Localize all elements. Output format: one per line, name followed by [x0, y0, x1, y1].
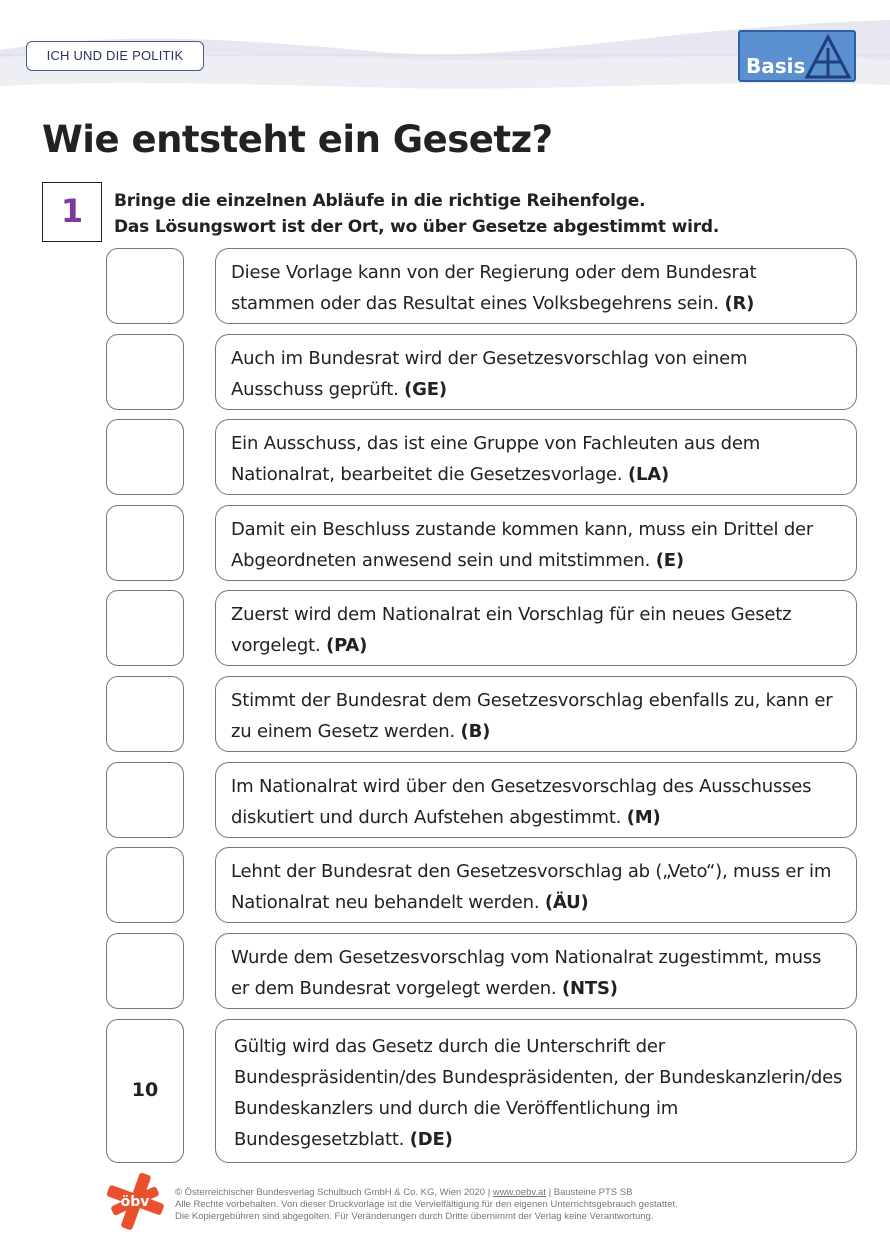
- solution-letters: (NTS): [561, 978, 618, 999]
- solution-letters: (R): [724, 293, 755, 314]
- footer-line-2: Alle Rechte vorbehalten. Von dieser Druckvorlage ist die Vervielfältigung für den eigenen Unterrichtsgebrauch gestattet.: [175, 1199, 678, 1210]
- solution-letters: (LA): [628, 464, 670, 485]
- step-text: Gültig wird das Gesetz durch die Unterschrift der Bundespräsidentin/des Bundespräsidenten, der Bundeskanzlerin/des Bundeskanzlers und durch die Veröffentlichung im Bundesgesetzblatt.: [234, 1036, 843, 1150]
- step-text: Lehnt der Bundesrat den Gesetzesvorschlag ab („Veto“), muss er im Nationalrat neu behandelt werden.: [231, 861, 832, 913]
- step-text: Stimmt der Bundesrat dem Gesetzesvorschlag ebenfalls zu, kann er zu einem Gesetz werden.: [231, 690, 833, 742]
- step-description: [215, 1019, 857, 1163]
- category-tag: ICH UND DIE POLITIK: [26, 41, 204, 71]
- order-number-box[interactable]: [106, 590, 184, 666]
- svg-text:öbv: öbv: [120, 1194, 150, 1210]
- basis-logo: [738, 30, 856, 82]
- step-text: Zuerst wird dem Nationalrat ein Vorschlag für ein neues Gesetz vorgelegt.: [231, 604, 792, 656]
- step-description: [215, 248, 857, 324]
- step-description: [215, 676, 857, 752]
- step-text: Wurde dem Gesetzesvorschlag vom Nationalrat zugestimmt, muss er dem Bundesrat vorgelegt werden.: [231, 947, 822, 999]
- page-title: Wie entsteht ein Gesetz?: [42, 118, 553, 161]
- order-number-box[interactable]: [106, 762, 184, 838]
- instruction-line-1: Bringe die einzelnen Abläufe in die richtige Reihenfolge.: [114, 191, 646, 211]
- step-description: [215, 334, 857, 410]
- step-text: Ein Ausschuss, das ist eine Gruppe von Fachleuten aus dem Nationalrat, bearbeitet die Gesetzesvorlage.: [231, 433, 761, 485]
- step-description: [215, 762, 857, 838]
- step-description: [215, 419, 857, 495]
- order-number-box[interactable]: [106, 847, 184, 923]
- step-text: Auch im Bundesrat wird der Gesetzesvorschlag von einem Ausschuss geprüft.: [231, 348, 748, 400]
- triangle-logo-icon: [804, 34, 852, 80]
- step-description: [215, 933, 857, 1009]
- solution-letters: (M): [626, 807, 661, 828]
- footer-line-3: Die Kopiergebühren sind abgegolten. Für Veränderungen durch Dritte übernimmt der Verlag keine Verantwortung.: [175, 1211, 654, 1222]
- solution-letters: (ÄU): [544, 892, 589, 913]
- step-description: [215, 590, 857, 666]
- order-number-box[interactable]: [106, 419, 184, 495]
- solution-letters: (DE): [409, 1129, 453, 1150]
- task-instructions: [114, 188, 719, 240]
- solution-letters: (PA): [326, 635, 368, 656]
- step-description: [215, 505, 857, 581]
- oebv-logo-icon: [104, 1170, 166, 1232]
- task-number: 1: [42, 182, 102, 242]
- footer-copyright: [175, 1187, 678, 1223]
- order-number-box[interactable]: [106, 505, 184, 581]
- step-text: Diese Vorlage kann von der Regierung oder dem Bundesrat stammen oder das Resultat eines Volksbegehrens sein.: [231, 262, 757, 314]
- order-number-box[interactable]: [106, 676, 184, 752]
- footer-line-1: © Österreichischer Bundesverlag Schulbuch GmbH & Co. KG, Wien 2020 | www.oebv.at | Bausteine PTS SB: [175, 1187, 633, 1198]
- step-description: [215, 847, 857, 923]
- publisher-link[interactable]: www.oebv.at: [492, 1187, 546, 1198]
- solution-letters: (E): [655, 550, 684, 571]
- order-number-box[interactable]: [106, 248, 184, 324]
- order-number-box[interactable]: [106, 334, 184, 410]
- order-number-box[interactable]: [106, 933, 184, 1009]
- order-number-box[interactable]: 10: [106, 1019, 184, 1163]
- solution-letters: (B): [460, 721, 491, 742]
- step-text: Damit ein Beschluss zustande kommen kann, muss ein Drittel der Abgeordneten anwesend sein und mitstimmen.: [231, 519, 814, 571]
- basis-logo-text: Basis: [746, 54, 806, 78]
- step-text: Im Nationalrat wird über den Gesetzesvorschlag des Ausschusses diskutiert und durch Aufstehen abgestimmt.: [231, 776, 812, 828]
- solution-letters: (GE): [404, 379, 447, 400]
- instruction-line-2: Das Lösungswort ist der Ort, wo über Gesetze abgestimmt wird.: [114, 217, 720, 237]
